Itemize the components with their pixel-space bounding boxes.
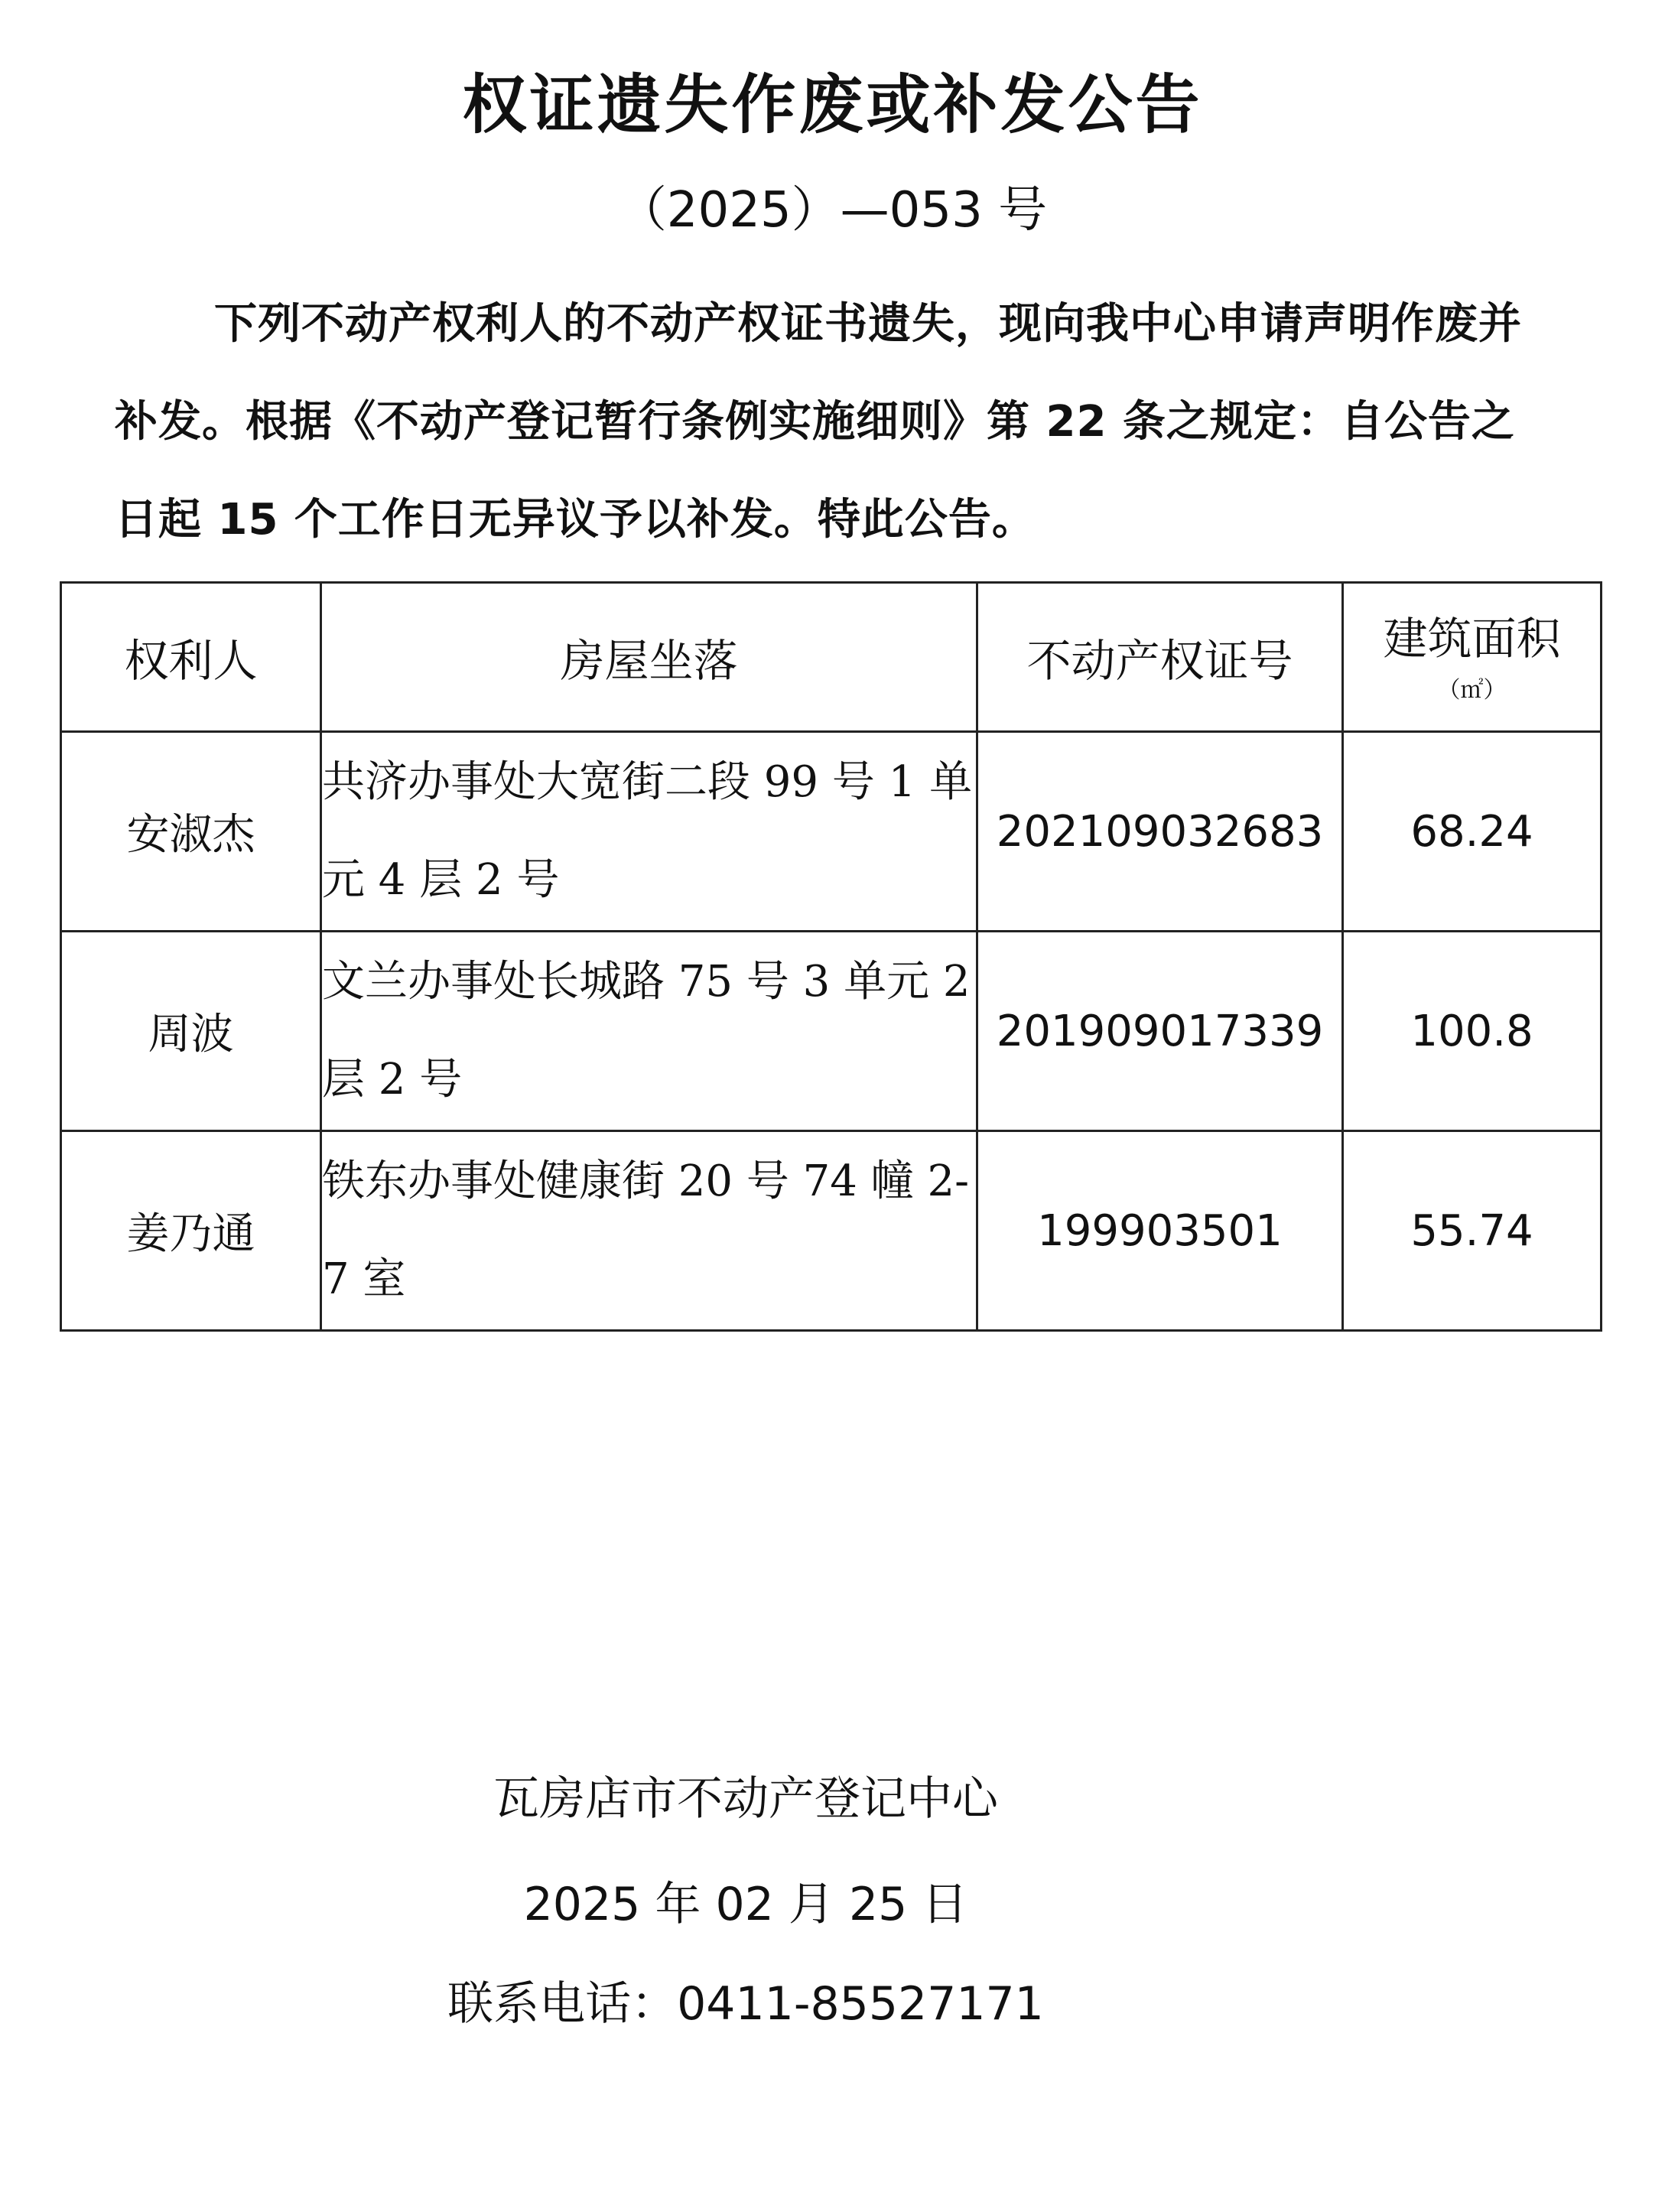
issue-date: 2025 年 02 月 25 日 [523, 1878, 968, 1931]
notice-body-text: 下列不动产权利人的不动产权证书遗失，现向我中心申请声明作废并补发。根据《不动产登记暂行条例实施细则》第 22 条之规定：自公告之日起 15 个工作日无异议予以补发。特此公告。 [115, 299, 1522, 545]
table-row [61, 932, 1602, 1131]
cell-owner: 安淑杰 [61, 732, 321, 932]
cell-address: 铁东办事处健康街 20 号 74 幢 2-7 室 [321, 1131, 977, 1331]
cell-address: 共济办事处大宽街二段 99 号 1 单元 4 层 2 号 [321, 732, 977, 932]
document-number: （2025）—053 号 [617, 182, 1048, 239]
table-row [61, 1131, 1602, 1331]
cell-area: 55.74 [1343, 1131, 1602, 1331]
header-owner: 权利人 [61, 583, 321, 732]
cell-address: 文兰办事处长城路 75 号 3 单元 2 层 2 号 [321, 932, 977, 1131]
header-cert-no: 不动产权证号 [977, 583, 1343, 732]
notice-title: 权证遗失作废或补发公告 [462, 67, 1203, 142]
cell-cert-no: 201909017339 [977, 932, 1343, 1131]
issuing-organization: 瓦房店市不动产登记中心 [493, 1772, 998, 1826]
cell-area: 100.8 [1343, 932, 1602, 1131]
header-address: 房屋坐落 [321, 583, 977, 732]
header-area-label: 建筑面积 [1383, 613, 1561, 665]
header-area-unit: （㎡） [1437, 677, 1507, 704]
cell-cert-no: 202109032683 [977, 732, 1343, 932]
cell-cert-no: 199903501 [977, 1131, 1343, 1331]
table-row [61, 732, 1602, 932]
cell-owner: 周波 [61, 932, 321, 1131]
header-area [1343, 583, 1602, 732]
cell-area: 68.24 [1343, 732, 1602, 932]
cell-owner: 姜乃通 [61, 1131, 321, 1331]
table-header-row [61, 583, 1602, 732]
lost-certificate-table [60, 581, 1602, 1332]
contact-phone: 联系电话：0411-85527171 [447, 1977, 1044, 2031]
